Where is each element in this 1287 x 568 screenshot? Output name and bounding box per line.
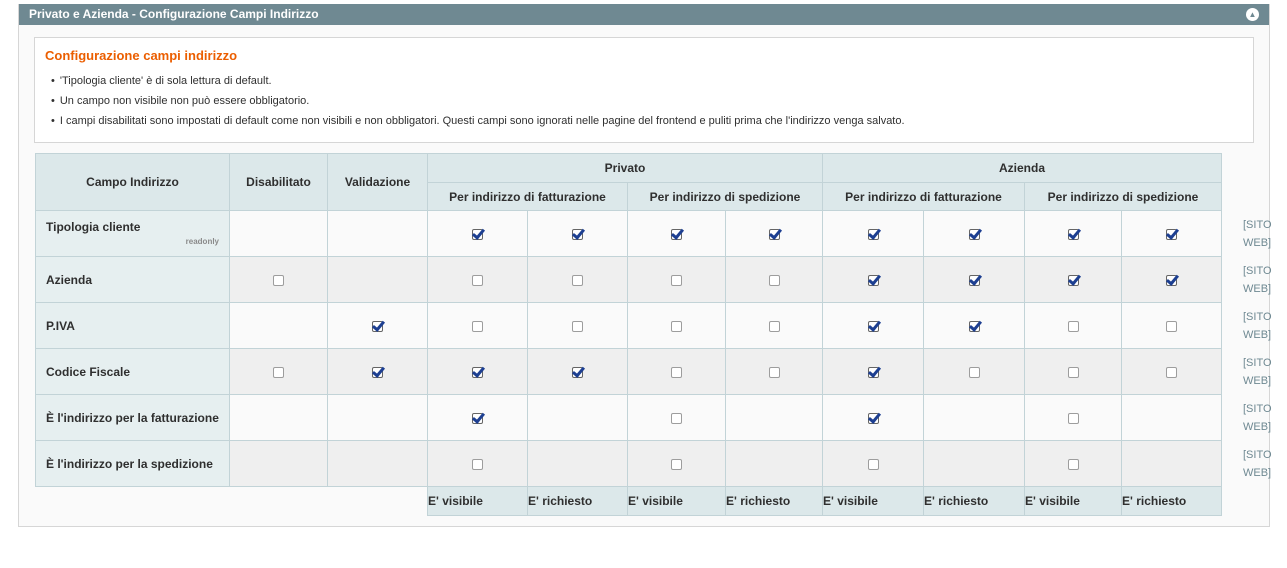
checkbox[interactable]: [868, 275, 879, 286]
readonly-tag: readonly: [185, 237, 219, 246]
visibility-cell: [823, 395, 924, 441]
notice-title: Configurazione campi indirizzo: [45, 48, 238, 63]
visibility-cell: [823, 211, 924, 257]
field-label: Codice Fiscale: [46, 364, 131, 379]
disabilitato-cell: [230, 349, 328, 395]
checkbox[interactable]: [671, 367, 682, 378]
visibility-cell: [726, 211, 823, 257]
checkbox[interactable]: [472, 275, 483, 286]
notice-list: [45, 73, 1243, 133]
collapse-icon[interactable]: ▲: [1246, 8, 1259, 21]
visibility-cell: [1122, 211, 1222, 257]
notice-item: • I campi disabilitati sono impostati di default come non visibili e non obbligatori. Questi campi sono ignorati nelle pagine del frontend e puliti prima che l'indirizzo venga salvato.: [45, 113, 1243, 133]
visibility-cell: [924, 349, 1025, 395]
header-campo: Campo Indirizzo: [36, 154, 230, 211]
validazione-cell: [328, 441, 428, 487]
disabilitato-cell: [230, 395, 328, 441]
checkbox[interactable]: [868, 459, 879, 470]
checkbox[interactable]: [1166, 229, 1177, 240]
checkbox[interactable]: [372, 367, 383, 378]
visibility-cell: [924, 395, 1025, 441]
scope-label: [1243, 400, 1283, 436]
checkbox[interactable]: [671, 275, 682, 286]
visibility-cell: [1122, 441, 1222, 487]
field-label-cell: [36, 303, 230, 349]
checkbox[interactable]: [1068, 321, 1079, 332]
checkbox[interactable]: [868, 321, 879, 332]
checkbox[interactable]: [472, 367, 483, 378]
checkbox[interactable]: [969, 275, 980, 286]
scope-label-line: [SITO: [1243, 265, 1272, 277]
header-privato-fatturazione: Per indirizzo di fatturazione: [428, 183, 628, 211]
visibility-cell: [726, 349, 823, 395]
visibility-cell: [726, 303, 823, 349]
scope-label-line: [SITO: [1243, 357, 1272, 369]
checkbox[interactable]: [572, 275, 583, 286]
table-row: [36, 303, 1222, 349]
visibility-cell: [823, 349, 924, 395]
visibility-cell: [1025, 303, 1122, 349]
checkbox[interactable]: [273, 367, 284, 378]
field-label: Azienda: [46, 272, 93, 287]
scope-label-line: [SITO: [1243, 449, 1272, 461]
checkbox[interactable]: [769, 229, 780, 240]
scope-label: [1243, 216, 1283, 252]
table-row: [36, 441, 1222, 487]
checkbox[interactable]: [969, 321, 980, 332]
visibility-cell: [428, 303, 528, 349]
field-label-cell: [36, 257, 230, 303]
checkbox[interactable]: [868, 229, 879, 240]
visibility-cell: [1122, 303, 1222, 349]
checkbox[interactable]: [868, 413, 879, 424]
footer-richiesto: E' richiesto: [528, 487, 628, 516]
checkbox[interactable]: [769, 275, 780, 286]
scope-label-line: [SITO: [1243, 219, 1272, 231]
checkbox[interactable]: [1068, 459, 1079, 470]
scope-label-line: [SITO: [1243, 403, 1272, 415]
scope-label-line: [SITO: [1243, 311, 1272, 323]
field-label: È l'indirizzo per la spedizione: [46, 456, 213, 471]
footer-spacer: [36, 487, 428, 516]
visibility-cell: [1025, 395, 1122, 441]
visibility-cell: [823, 303, 924, 349]
disabilitato-cell: [230, 257, 328, 303]
footer-richiesto: E' richiesto: [924, 487, 1025, 516]
footer-richiesto: E' richiesto: [726, 487, 823, 516]
scope-label: [1243, 262, 1283, 298]
field-label: P.IVA: [46, 318, 75, 333]
field-label-cell: [36, 395, 230, 441]
visibility-cell: [924, 441, 1025, 487]
field-label: È l'indirizzo per la fatturazione: [46, 410, 219, 425]
visibility-cell: [1025, 441, 1122, 487]
scope-label-line: WEB]: [1243, 421, 1272, 433]
checkbox[interactable]: [1166, 275, 1177, 286]
scope-label-line: WEB]: [1243, 283, 1272, 295]
checkbox[interactable]: [969, 229, 980, 240]
visibility-cell: [528, 441, 628, 487]
notice-box: [34, 37, 1254, 143]
checkbox[interactable]: [572, 367, 583, 378]
checkbox[interactable]: [671, 459, 682, 470]
visibility-cell: [726, 441, 823, 487]
validazione-cell: [328, 303, 428, 349]
visibility-cell: [628, 303, 726, 349]
visibility-cell: [823, 441, 924, 487]
checkbox[interactable]: [769, 367, 780, 378]
checkbox[interactable]: [969, 367, 980, 378]
visibility-cell: [1122, 349, 1222, 395]
visibility-cell: [528, 349, 628, 395]
visibility-cell: [924, 211, 1025, 257]
visibility-cell: [428, 349, 528, 395]
scope-label-line: WEB]: [1243, 467, 1272, 479]
footer-visibile: E' visibile: [628, 487, 726, 516]
table-row: [36, 211, 1222, 257]
visibility-cell: [1122, 395, 1222, 441]
footer-richiesto: E' richiesto: [1122, 487, 1222, 516]
address-config-panel: [18, 4, 1270, 527]
checkbox[interactable]: [1068, 367, 1079, 378]
field-label-cell: [36, 441, 230, 487]
header-validazione: Validazione: [328, 154, 428, 211]
validazione-cell: [328, 349, 428, 395]
checkbox[interactable]: [572, 229, 583, 240]
notice-item: • Un campo non visibile non può essere obbligatorio.: [45, 93, 1243, 113]
scope-label: [1243, 446, 1283, 482]
checkbox[interactable]: [572, 321, 583, 332]
checkbox[interactable]: [671, 321, 682, 332]
checkbox[interactable]: [1166, 321, 1177, 332]
checkbox[interactable]: [1068, 413, 1079, 424]
visibility-cell: [628, 349, 726, 395]
visibility-cell: [924, 257, 1025, 303]
checkbox[interactable]: [671, 229, 682, 240]
header-azienda: Azienda: [823, 154, 1222, 183]
visibility-cell: [528, 303, 628, 349]
scope-label-line: WEB]: [1243, 237, 1272, 249]
visibility-cell: [428, 441, 528, 487]
checkbox[interactable]: [1068, 275, 1079, 286]
visibility-cell: [1122, 257, 1222, 303]
checkbox[interactable]: [1068, 229, 1079, 240]
scope-label-line: WEB]: [1243, 375, 1272, 387]
checkbox[interactable]: [472, 413, 483, 424]
validazione-cell: [328, 395, 428, 441]
visibility-cell: [924, 303, 1025, 349]
visibility-cell: [428, 257, 528, 303]
checkbox[interactable]: [472, 459, 483, 470]
table-row: [36, 395, 1222, 441]
scope-label-line: WEB]: [1243, 329, 1272, 341]
disabilitato-cell: [230, 441, 328, 487]
header-azienda-spedizione: Per indirizzo di spedizione: [1025, 183, 1222, 211]
panel-header[interactable]: [19, 4, 1269, 25]
header-privato: Privato: [428, 154, 823, 183]
notice-item: • 'Tipologia cliente' è di sola lettura di default.: [45, 73, 1243, 93]
table-row: [36, 257, 1222, 303]
footer-visibile: E' visibile: [428, 487, 528, 516]
visibility-cell: [528, 257, 628, 303]
visibility-cell: [628, 257, 726, 303]
field-label-cell: [36, 349, 230, 395]
validazione-cell: [328, 257, 428, 303]
checkbox[interactable]: [273, 275, 284, 286]
visibility-cell: [1025, 257, 1122, 303]
scope-label: [1243, 308, 1283, 344]
header-azienda-fatturazione: Per indirizzo di fatturazione: [823, 183, 1025, 211]
visibility-cell: [528, 211, 628, 257]
visibility-cell: [1025, 211, 1122, 257]
footer-visibile: E' visibile: [823, 487, 924, 516]
visibility-cell: [428, 211, 528, 257]
address-fields-table: [35, 153, 1222, 516]
checkbox[interactable]: [769, 321, 780, 332]
visibility-cell: [726, 395, 823, 441]
field-label: Tipologia cliente: [46, 220, 141, 234]
visibility-cell: [428, 395, 528, 441]
checkbox[interactable]: [472, 321, 483, 332]
table-row: [36, 349, 1222, 395]
visibility-cell: [528, 395, 628, 441]
checkbox[interactable]: [472, 229, 483, 240]
visibility-cell: [628, 211, 726, 257]
disabilitato-cell: [230, 303, 328, 349]
checkbox[interactable]: [868, 367, 879, 378]
visibility-cell: [628, 395, 726, 441]
disabilitato-cell: [230, 211, 328, 257]
checkbox[interactable]: [372, 321, 383, 332]
panel-title: Privato e Azienda - Configurazione Campi Indirizzo: [29, 7, 319, 21]
footer-visibile: E' visibile: [1025, 487, 1122, 516]
checkbox[interactable]: [1166, 367, 1177, 378]
header-privato-spedizione: Per indirizzo di spedizione: [628, 183, 823, 211]
header-disabilitato: Disabilitato: [230, 154, 328, 211]
field-label-cell: [36, 211, 230, 257]
scope-label: [1243, 354, 1283, 390]
visibility-cell: [628, 441, 726, 487]
visibility-cell: [823, 257, 924, 303]
validazione-cell: [328, 211, 428, 257]
visibility-cell: [726, 257, 823, 303]
visibility-cell: [1025, 349, 1122, 395]
checkbox[interactable]: [671, 413, 682, 424]
